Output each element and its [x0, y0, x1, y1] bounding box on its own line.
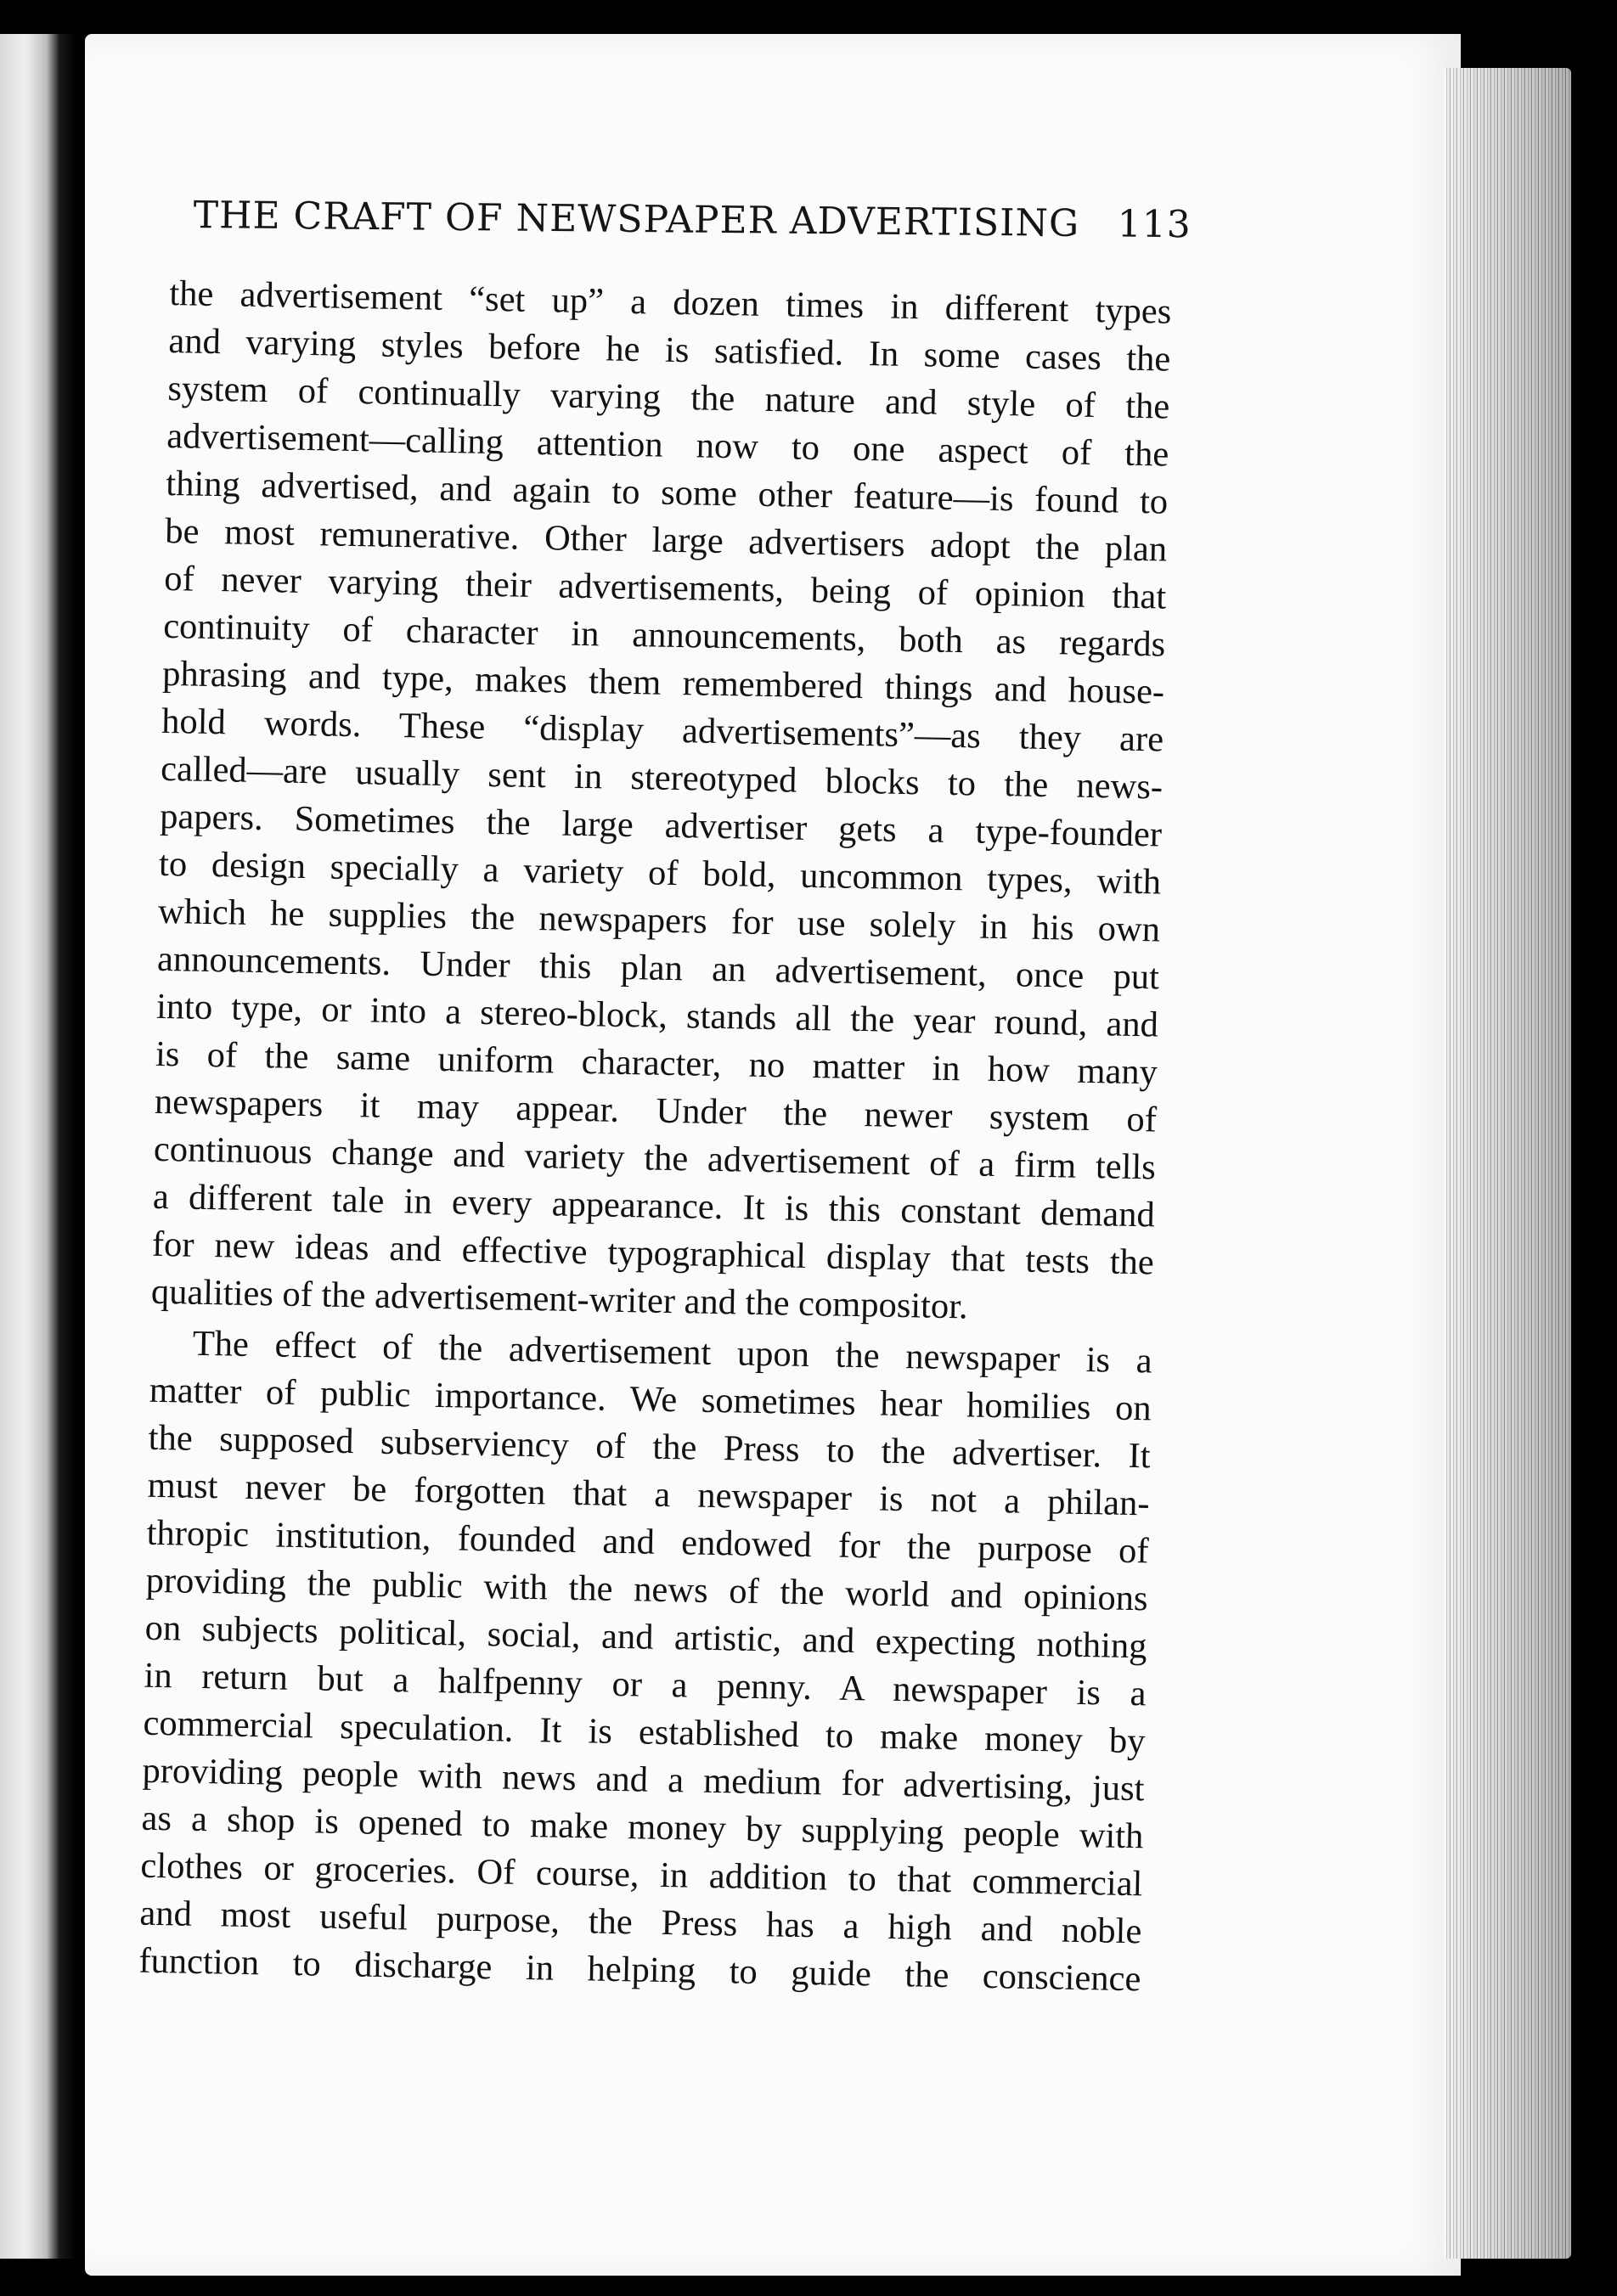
text-line: matter of public importance. We sometimes hear homilies on: [149, 1370, 1152, 1429]
text-line: the supposed subserviency of the Press to the advertiser. It: [148, 1417, 1152, 1477]
text-line: function to discharge in helping to guide the conscience: [138, 1940, 1141, 2000]
text-line: in return but a halfpenny or a penny. A newspaper is a: [144, 1655, 1147, 1714]
text-line: of never varying their advertisements, being of opinion that: [163, 558, 1167, 617]
text-line: advertisement—calling attention now to one aspect of the: [166, 415, 1169, 475]
page-number: 113: [1117, 202, 1192, 247]
text-line: continuous change and variety the advertisement of a firm tells: [153, 1128, 1157, 1188]
page-stack-edge: [1444, 68, 1571, 2259]
text-line: papers. Sometimes the large advertiser gets a type-founder: [159, 796, 1163, 855]
paragraph-1: [150, 270, 1171, 1334]
text-line: a different tale in every appearance. It is this constant demand: [152, 1176, 1156, 1235]
text-line: commercial speculation. It is established to make money by: [143, 1702, 1146, 1762]
body-text: [138, 270, 1172, 2003]
running-title: THE CRAFT OF NEWSPAPER ADVERTISING: [193, 194, 1080, 246]
text-line: continuity of character in announcements, both as regards: [162, 605, 1166, 665]
text-line: the advertisement “set up” a dozen times in different types: [169, 273, 1172, 332]
text-line: into type, or into a stereo-block, stands all the year round, and: [155, 986, 1159, 1045]
text-line: qualities of the advertisement-writer and the compositor.: [150, 1271, 969, 1327]
text-line: providing people with news and a medium for advertising, just: [142, 1750, 1145, 1809]
book-binding-edge: [0, 34, 76, 2259]
text-line: to design specially a variety of bold, uncommon types, with: [158, 843, 1162, 903]
text-line: called—are usually sent in stereotyped blocks to the news-: [160, 748, 1163, 808]
paragraph-2: [138, 1320, 1152, 2003]
text-line: announcements. Under this plan an advertisement, once put: [156, 938, 1160, 998]
text-line: system of continually varying the nature and style of the: [167, 368, 1170, 427]
text-line: thing advertised, and again to some other feature—is found to: [165, 463, 1169, 522]
running-header: [193, 194, 1192, 262]
text-line: must never be forgotten that a newspaper is not a philan-: [147, 1465, 1151, 1524]
text-line: thropic institution, founded and endowed for the purpose of: [146, 1512, 1149, 1572]
text-line: and varying styles before he is satisfied. In some cases the: [168, 320, 1171, 380]
text-line: newspapers it may appear. Under the newer system of: [154, 1081, 1158, 1140]
text-line: for new ideas and effective typographical display that tests the: [151, 1224, 1155, 1283]
text-line: which he supplies the newspapers for use solely in his own: [157, 891, 1161, 950]
text-line: on subjects political, social, and artistic, and expecting nothing: [144, 1607, 1147, 1667]
text-line: The effect of the advertisement upon the newspaper is a: [192, 1323, 1153, 1382]
text-line: providing the public with the news of the world and opinions: [145, 1560, 1148, 1619]
text-line: is of the same uniform character, no matter in how many: [155, 1033, 1158, 1093]
text-line: phrasing and type, makes them remembered things and house-: [161, 653, 1165, 712]
text-line: be most remunerative. Other large advertisers adopt the plan: [164, 510, 1168, 570]
text-line: and most useful purpose, the Press has a high and noble: [139, 1893, 1142, 1952]
text-line: clothes or groceries. Of course, in addition to that commercial: [140, 1845, 1143, 1905]
text-line: as a shop is opened to make money by supplying people with: [141, 1798, 1144, 1857]
text-line: hold words. These “display advertisements”—as they are: [161, 701, 1164, 760]
